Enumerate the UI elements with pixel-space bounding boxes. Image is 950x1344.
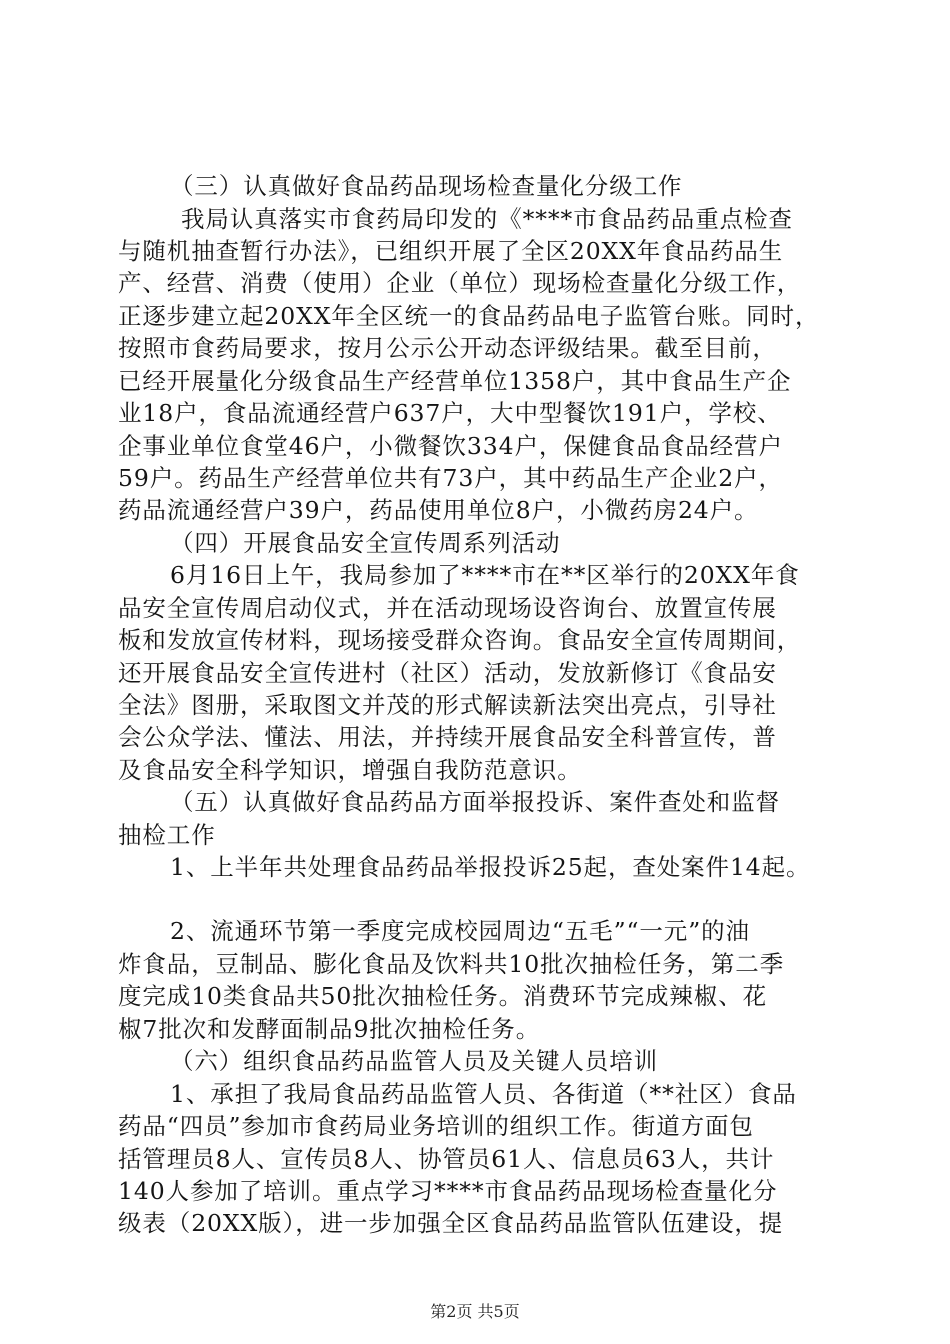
paragraph-line: 括管理员8人、宣传员8人、协管员61人、信息员63人，共计 — [118, 1145, 775, 1173]
paragraph-line: 度完成10类食品共50批次抽检任务。消费环节完成辣椒、花 — [118, 982, 768, 1010]
paragraph-line: 企事业单位食堂46户，小微餐饮334户，保健食品食品经营户 — [118, 432, 783, 460]
paragraph-line: 会公众学法、懂法、用法，并持续开展食品安全科普宣传，普 — [118, 723, 777, 751]
paragraph-line: 按照市食药局要求，按月公示公开动态评级结果。截至目前， — [118, 334, 777, 362]
section-heading: （三）认真做好食品药品现场检查量化分级工作 — [170, 172, 683, 200]
paragraph-line: 及食品安全科学知识，增强自我防范意识。 — [118, 756, 582, 784]
paragraph-line: 我局认真落实市食药局印发的《****市食品药品重点检查 — [181, 205, 793, 233]
section-heading: 抽检工作 — [118, 821, 216, 849]
section-heading: （四）开展食品安全宣传周系列活动 — [170, 529, 561, 557]
paragraph-line: 板和发放宣传材料，现场接受群众咨询。食品安全宣传周期间， — [118, 626, 802, 654]
paragraph-line: 还开展食品安全宣传进村（社区）活动，发放新修订《食品安 — [118, 659, 777, 687]
paragraph-line: 正逐步建立起20XX年全区统一的食品药品电子监管台账。同时， — [118, 302, 820, 330]
paragraph-line: 1、承担了我局食品药品监管人员、各街道（**社区）食品 — [170, 1080, 797, 1108]
paragraph-line: 炸食品，豆制品、膨化食品及饮料共10批次抽检任务，第二季 — [118, 950, 785, 978]
paragraph-line: 产、经营、消费（使用）企业（单位）现场检查量化分级工作， — [118, 269, 802, 297]
paragraph-line: 全法》图册，采取图文并茂的形式解读新法突出亮点，引导社 — [118, 691, 777, 719]
paragraph-line: 59户。药品生产经营单位共有73户，其中药品生产企业2户， — [118, 464, 783, 492]
paragraph-line: 级表（20XX版），进一步加强全区食品药品监管队伍建设，提 — [118, 1209, 784, 1237]
paragraph-line: 与随机抽查暂行办法》，已组织开展了全区20XX年食品药品生 — [118, 237, 784, 265]
paragraph-line: 已经开展量化分级食品生产经营单位1358户，其中食品生产企 — [118, 367, 792, 395]
paragraph-line: 6月16日上午，我局参加了****市在**区举行的20XX年食 — [170, 561, 800, 589]
paragraph-line: 业18户，食品流通经营户637户，大中型餐饮191户，学校、 — [118, 399, 782, 427]
paragraph-line: 品安全宣传周启动仪式，并在活动现场设咨询台、放置宣传展 — [118, 594, 777, 622]
paragraph-line: 药品“四员”参加市食药局业务培训的组织工作。街道方面包 — [118, 1112, 754, 1140]
paragraph-line: 药品流通经营户39户，药品使用单位8户，小微药房24户。 — [118, 496, 759, 524]
paragraph-line: 2、流通环节第一季度完成校园周边“五毛”“一元”的油 — [170, 917, 750, 945]
paragraph-line: 140人参加了培训。重点学习****市食品药品现场检查量化分 — [118, 1177, 778, 1205]
page-number-footer: 第2页 共5页 — [430, 1302, 520, 1321]
section-heading: （六）组织食品药品监管人员及关键人员培训 — [170, 1047, 658, 1075]
paragraph-line: 椒7批次和发酵面制品9批次抽检任务。 — [118, 1015, 541, 1043]
paragraph-line: 1、上半年共处理食品药品举报投诉25起，查处案件14起。 — [170, 853, 811, 881]
section-heading: （五）认真做好食品药品方面举报投诉、案件查处和监督 — [170, 788, 780, 816]
